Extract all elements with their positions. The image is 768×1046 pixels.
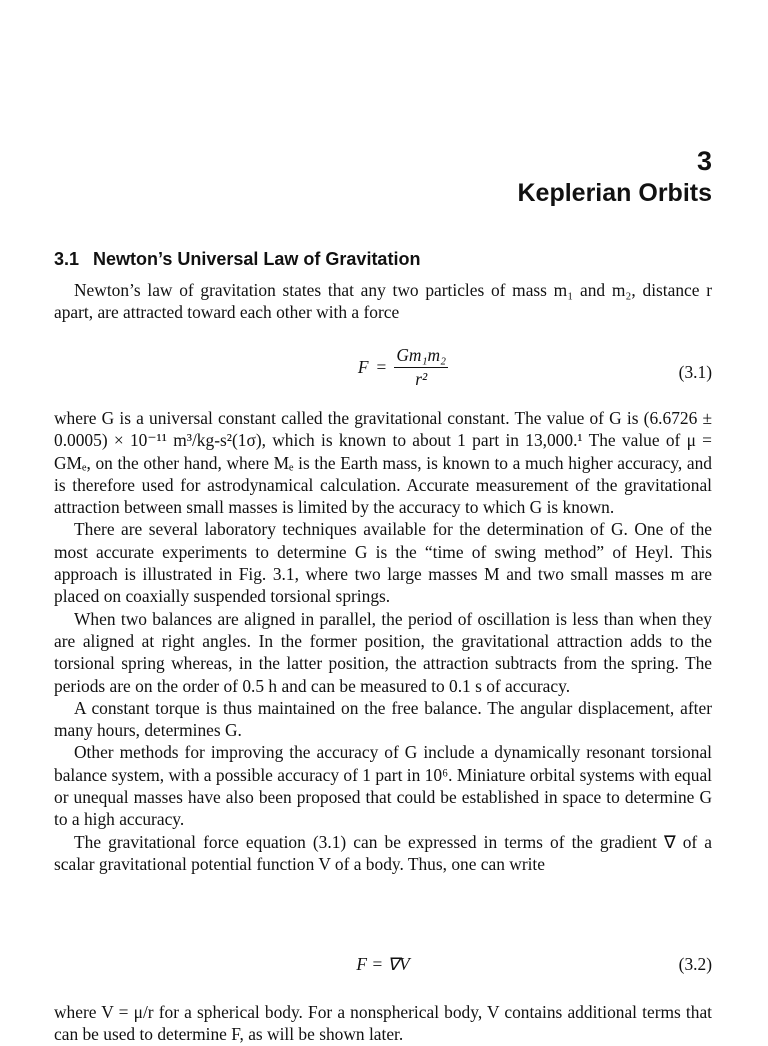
equation-3-1-body: [54, 344, 712, 390]
chapter-number: 3: [696, 146, 712, 176]
equation-equals: =: [376, 356, 387, 377]
paragraph: where G is a universal constant called the gravitational constant. The value of G is (6.6726 ± 0.0005) × 10⁻¹¹ m³/kg-s²(1σ), which is known to about 1 part in 13,000.¹ The value of μ = GMₑ, on the other hand, where Mₑ is the Earth mass, is known to a much higher accuracy, and is therefore used for astrodynamical calculation. Accurate measurement of the gravitational attraction between small masses is limited by the accuracy to which G is known.: [54, 408, 712, 518]
intro-paragraph: Newton’s law of gravitation states that any two particles of mass m₁ and m₂, distance r apart, are attracted toward each other with a force: [54, 280, 712, 323]
chapter-title: Keplerian Orbits: [517, 179, 712, 207]
equation-fraction: [394, 344, 448, 390]
section-heading: [54, 247, 420, 271]
equation-3-2-body: F = ∇V: [356, 954, 410, 974]
section-number: 3.1: [54, 249, 80, 269]
paragraph: Other methods for improving the accuracy of G include a dynamically resonant torsional balance system, with a possible accuracy of 1 part in 10⁶. Miniature orbital systems with equal or unequal masses have also been proposed that could be established in space to determine G to a high accuracy.: [54, 742, 712, 830]
section-title: Newton’s Universal Law of Gravitation: [93, 249, 421, 269]
equation-number: (3.1): [678, 362, 712, 382]
equation-3-2: [54, 952, 712, 978]
paragraph: When two balances are aligned in parallel, the period of oscillation is less than when they are aligned at right angles. In the former position, the gravitational attraction adds to the torsional spring whereas, in the latter position, the attraction subtracts from the spring. The periods are on the order of 0.5 h and can be measured to 0.1 s of accuracy.: [54, 608, 712, 696]
paragraph: where V = μ/r for a spherical body. For a nonspherical body, V contains additional terms that can be used to determine F, as will be shown later.: [54, 1002, 712, 1045]
closing-block: [54, 1001, 712, 1046]
equation-3-1: [54, 344, 712, 404]
paragraph: There are several laboratory techniques available for the determination of G. One of the most accurate experiments to determine G is the “time of swing method” of Heyl. This approach is illustrated in Fig. 3.1, where two large masses M and two small masses m are placed on coaxially suspended torsional springs.: [54, 519, 712, 607]
equation-denominator: r²: [415, 369, 428, 389]
equation-lhs: F: [357, 356, 369, 377]
body-text: [54, 407, 712, 875]
paragraph: The gravitational force equation (3.1) can be expressed in terms of the gradient ∇ of a scalar gravitational potential function V of a body. Thus, one can write: [54, 831, 712, 874]
paragraph: A constant torque is thus maintained on the free balance. The angular displacement, after many hours, determines G.: [54, 697, 712, 741]
equation-numerator: Gm₁m₂: [394, 344, 448, 368]
equation-number: (3.2): [678, 954, 712, 974]
intro-block: [54, 279, 712, 324]
